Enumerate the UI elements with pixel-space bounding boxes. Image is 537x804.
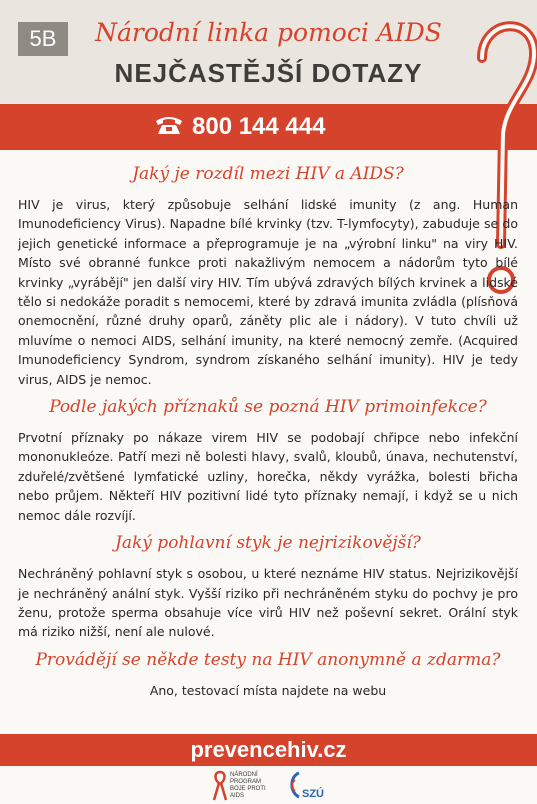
website-link[interactable]: prevencehiv.cz <box>190 737 347 762</box>
question-2: Podle jakých příznaků se pozná HIV primoinfekce? <box>49 397 487 418</box>
phone-number[interactable]: 800 144 444 <box>192 113 326 140</box>
page-subtitle: NEJČASTĚJŠÍ DOTAZY <box>114 58 423 88</box>
program-logo-label: NÁRODNÍ PROGRAM BOJE PROTI AIDS <box>230 772 266 799</box>
faq-content <box>18 164 518 706</box>
ribbon-icon <box>212 770 228 802</box>
answer-2: Prvotní příznaky po nákaze virem HIV se podobají chřipce nebo infekční mononukleóze. Patří mezi ně bolesti hlavy, svalů, kloubů, únava, nechutenství, zduřelé/zvětšené lymfatické uzliny, horečka, někdy vyrážka, bolesti břicha nebo průjem. Někteří HIV pozitivní lidé tyto příznaky nemají, i když se u nich nemoc dále rozvíjí. <box>18 430 518 523</box>
answer-1: HIV je virus, který způsobuje selhání lidské imunity (z ang. Human Imunodeficiency Virus). Napadne bílé krvinky (tzv. T-lymfocyty), zabuduje se do jejich genetické informace a přeprogramuje je na „výrobní linku" na viry HIV. Místo své obranné funkce proti nakažlivým nemocem a nádorům tyto bílé krvinky „vyrábějí" jen další viry HIV. Tím ubývá zdravých bílých krvinek a lidské tělo si nedokáže poradit s nemocemi, které by zdravá imunita zvládla (plísňová onemocnění, různé druhy oparů, záněty plic ale i nádory). V tuto chvíli už mluvíme o nemoci AIDS, selhání imunity, na které nemocný zemře. (Acquired Imunodeficiency Syndrom, syndrom získaného selhání imunity). HIV je tedy virus, AIDS je nemoc. <box>18 197 518 387</box>
szu-logo-label: SZÚ <box>302 788 324 800</box>
szu-logo <box>286 770 346 804</box>
phone-bar <box>0 104 537 150</box>
question-3: Jaký pohlavní styk je nejrizikovější? <box>115 533 421 554</box>
answer-4: Ano, testovací místa najdete na webu <box>149 682 387 698</box>
header <box>0 0 537 104</box>
program-logo <box>212 770 274 804</box>
question-1: Jaký je rozdíl mezi HIV a AIDS? <box>132 164 404 184</box>
website-bar <box>0 734 537 766</box>
answer-3: Nechráněný pohlavní styk s osobou, u které neznáme HIV status. Nejrizikovější je nechráněný anální styk. Vyšší riziko při nechráněném styku do pochvy je pro ženu, protože sperma obsahuje více virů HIV než poševní sekret. Orální styk má riziko nižší, není ale nulové. <box>18 566 518 640</box>
phone-contact[interactable] <box>154 112 325 142</box>
phone-icon <box>154 114 184 140</box>
logos <box>0 770 537 804</box>
page-badge: 5B <box>18 22 68 56</box>
szu-emblem-icon <box>286 770 302 800</box>
question-4: Provádějí se někde testy na HIV anonymně a zdarma? <box>35 649 501 670</box>
brand-title: Národní linka pomoci AIDS <box>95 18 442 47</box>
